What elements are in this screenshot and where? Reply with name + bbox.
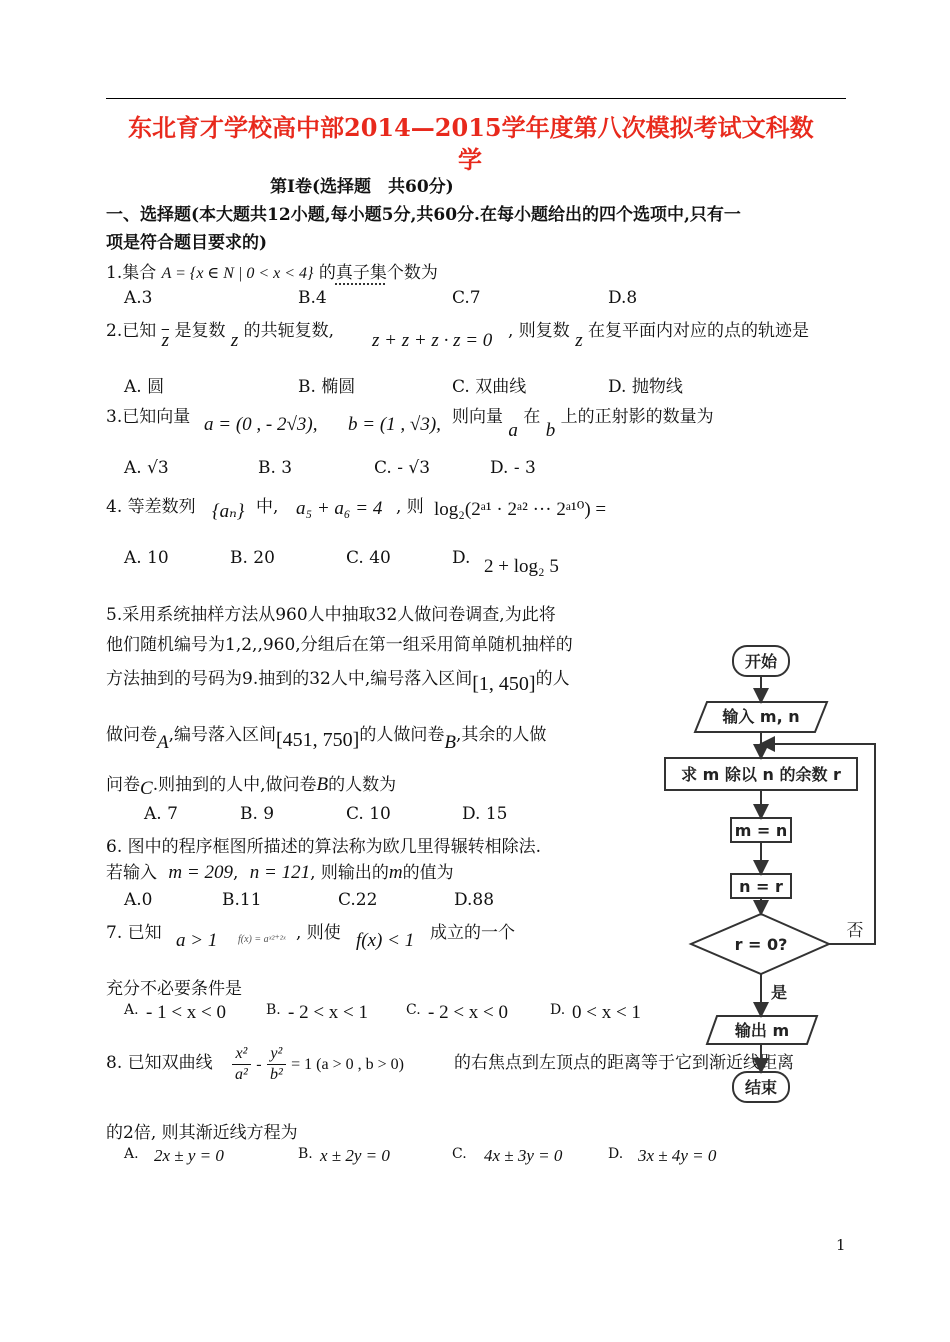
q6-option-b: B.11 (222, 890, 262, 910)
page-number: 1 (836, 1236, 846, 1254)
q2-text-b: 是复数 (174, 321, 226, 341)
q4-stem-a: 4. 等差数列 (106, 497, 196, 517)
q5-text-c: 做问卷 (106, 725, 157, 745)
q4-option-d-expr: 2 + log₂ 5 (484, 556, 559, 577)
q1-text: 1.集合 (106, 263, 157, 283)
exam-title-line2: 学 (458, 145, 482, 174)
q6-text-c: 的值为 (402, 863, 454, 883)
q3-stem-a: 3.已知向量 (106, 407, 191, 427)
q7-line2: 充分不必要条件是 (106, 979, 242, 999)
q2-equation: z + z + z · z = 0 (372, 330, 493, 351)
q7-option-a: A. (124, 1002, 139, 1018)
q4-stem-b: 中, (256, 497, 279, 517)
q2-text-c: 的共轭复数, (243, 321, 335, 341)
q7-option-d-expr: 0 < x < 1 (572, 1002, 641, 1023)
q1-option-b: B.4 (298, 288, 327, 308)
flowchart-input-label: 输入 m, n (722, 707, 800, 726)
q1-option-c: C.7 (452, 288, 481, 308)
q8-option-a: A. (124, 1146, 139, 1162)
q8-denominator-b: b² (269, 1066, 283, 1083)
q6-text-b: , 则输出的 (310, 863, 389, 883)
q2-option-a: A. 圆 (124, 377, 165, 397)
q8-fraction-x (232, 1044, 251, 1085)
flowchart-process-label: 求 m 除以 n 的余数 r (681, 765, 841, 784)
q4-option-c: C. 40 (346, 548, 391, 568)
section-heading-line2: 项是符合题目要求的) (106, 233, 268, 253)
q1-option-a: A.3 (124, 288, 153, 308)
q5-A: A (157, 732, 169, 753)
q3-option-d: D. - 3 (490, 458, 536, 478)
flowchart-end-label: 结束 (744, 1078, 778, 1097)
q1-text-b: 的 (318, 263, 336, 283)
part-heading: 第Ⅰ卷(选择题 共60分) (270, 177, 454, 197)
q5-line4 (106, 720, 547, 753)
q8-stem-a: 8. 已知双曲线 (106, 1053, 213, 1073)
question-1-stem (106, 258, 438, 283)
q8-option-c: C. (452, 1146, 467, 1162)
q7-condition: a > 1 (176, 930, 218, 951)
q2-text-e: 在复平面内对应的点的轨迹是 (588, 321, 810, 341)
q3-b: b (545, 420, 556, 441)
q5-text-b: 的人 (535, 669, 570, 689)
q4-option-b: B. 20 (230, 548, 275, 568)
q8-line2: 的2倍, 则其渐近线方程为 (106, 1123, 298, 1143)
q5-text-d: ,编号落入区间 (168, 725, 277, 745)
flowchart-no-label: 否 (846, 921, 864, 941)
q3-text-b: 则向量 (452, 407, 503, 427)
q3-a: a (508, 420, 518, 441)
q7-stem-a: 7. 已知 (106, 923, 162, 943)
q8-fraction-y (267, 1044, 286, 1085)
q2-text-d: , 则复数 (508, 321, 570, 341)
q5-line5 (106, 770, 397, 799)
q8-numerator-y: y² (267, 1044, 286, 1065)
q7-option-b-expr: - 2 < x < 1 (288, 1002, 369, 1023)
flowchart-assign-n-label: n = r (739, 877, 783, 896)
q6-option-d: D.88 (454, 890, 495, 910)
top-rule (106, 98, 846, 99)
q3-option-b: B. 3 (258, 458, 293, 478)
q6-option-c: C.22 (338, 890, 378, 910)
q8-option-b-expr: x ± 2y = 0 (320, 1146, 390, 1165)
flowchart-decision-label: r = 0? (734, 935, 788, 954)
q8-option-a-expr: 2x ± y = 0 (154, 1146, 224, 1165)
flowchart-output-label: 输出 m (734, 1021, 790, 1040)
q8-numerator-x: x² (232, 1044, 251, 1065)
q2-z-2: z (575, 330, 583, 351)
q6-n-value: n = 121 (249, 862, 311, 883)
q6-line1: 6. 图中的程序框图所描述的算法称为欧几里得辗转相除法. (106, 837, 542, 857)
q8-minus: - (256, 1056, 262, 1073)
question-3-stem (452, 402, 714, 441)
q5-line2: 他们随机编号为1,2,,960,分组后在第一组采用简单随机抽样的 (106, 635, 573, 655)
q5-interval-2: [451, 750] (276, 729, 360, 751)
q7-inequality: f(x) < 1 (356, 930, 415, 951)
q7-option-a-expr: - 1 < x < 0 (146, 1002, 227, 1023)
q1-option-d: D.8 (608, 288, 638, 308)
q3-vector-b: b = (1 , √3), (348, 414, 441, 435)
q2-option-b: B. 椭圆 (298, 377, 356, 397)
q3-option-a: A. √3 (124, 458, 169, 478)
q8-hyperbola-equation (232, 1044, 404, 1085)
q8-option-d-expr: 3x ± 4y = 0 (638, 1146, 717, 1165)
q4-condition: a₅ + a₆ = 4 (296, 498, 383, 519)
q2-z-conjugate: $\overline{z}$ (161, 330, 170, 351)
q1-text-c: 个数为 (386, 263, 438, 283)
section-heading-line1: 一、选择题(本大题共12小题,每小题5分,共60分.在每小题给出的四个选项中,只有一 (106, 205, 741, 225)
q5-text-h: .则抽到的人中,做问卷 (152, 775, 317, 795)
q7-function: f(x) = aˣ²⁺²ˣ (238, 934, 286, 945)
q5-text: 方法抽到的号码为9.抽到的32人中,编号落入区间 (106, 669, 473, 689)
q7-option-d: D. (550, 1002, 566, 1018)
q8-equation-rest: = 1 (a > 0 , b > 0) (291, 1056, 404, 1073)
q4-option-a: A. 10 (124, 548, 169, 568)
q8-option-c-expr: 4x ± 3y = 0 (484, 1146, 563, 1165)
flowchart-assign-m-label: m = n (734, 821, 788, 840)
q4-option-d: D. (452, 548, 471, 568)
q8-denominator-a: a² (235, 1066, 248, 1083)
q5-text-e: 的人做问卷 (359, 725, 445, 745)
q8-stem-b: 的右焦点到左顶点的距离等于它到渐近线距离 (454, 1053, 794, 1073)
question-2-stem (106, 316, 335, 351)
q2-option-d: D. 抛物线 (608, 377, 683, 397)
exam-title-line1: 东北育才学校高中部2014—2015学年度第八次模拟考试文科数 (128, 113, 814, 142)
q2-z: z (230, 330, 239, 351)
q5-option-a: A. 7 (144, 804, 178, 824)
q5-option-c: C. 10 (346, 804, 391, 824)
q4-stem-c: , 则 (396, 497, 424, 517)
q8-option-b: B. (298, 1146, 313, 1162)
q5-line1: 5.采用系统抽样方法从960人中抽取32人做问卷调查,为此将 (106, 605, 556, 625)
flowchart-start-label: 开始 (744, 652, 778, 671)
q6-m: m (388, 862, 403, 883)
q8-option-d: D. (608, 1146, 624, 1162)
q6-option-a: A.0 (124, 890, 153, 910)
q7-option-b: B. (266, 1002, 281, 1018)
q4-expression: log₂(2ᵃ¹ · 2ᵃ² ··· 2ᵃ¹⁰) = (434, 499, 607, 520)
q5-B: B (444, 732, 456, 753)
q3-option-c: C. - √3 (374, 458, 431, 478)
q1-set-expr: A = {x ∈ N | 0 < x < 4} (161, 265, 314, 282)
flowchart (655, 640, 885, 1110)
q6-line2 (106, 858, 454, 884)
q5-text-i: 的人数为 (328, 775, 397, 795)
q7-stem-c: 成立的一个 (430, 923, 515, 943)
q4-sequence: {aₙ} (212, 501, 245, 522)
q5-option-d: D. 15 (462, 804, 508, 824)
q5-interval-1: [1, 450] (472, 673, 536, 695)
q5-text-g: 问卷 (106, 775, 140, 795)
q7-stem-b: , 则使 (296, 923, 341, 943)
flowchart-yes-label: 是 (770, 983, 788, 1002)
q6-comma: , (232, 863, 239, 883)
q7-option-c-expr: - 2 < x < 0 (428, 1002, 509, 1023)
q6-text: 若输入 (106, 863, 157, 883)
q5-text-f: ,其余的人做 (455, 725, 547, 745)
q7-option-c: C. (406, 1002, 421, 1018)
q5-line3 (106, 664, 570, 695)
q2-stem-tail (508, 316, 810, 351)
q3-text-c: 在 (523, 407, 541, 427)
q2-option-c: C. 双曲线 (452, 377, 527, 397)
q3-vector-a: a = (0 , - 2√3), (204, 414, 318, 435)
q5-C: C (140, 778, 153, 799)
q5-option-b: B. 9 (240, 804, 275, 824)
q5-B-2: B (316, 774, 329, 795)
q2-text: 2.已知 (106, 321, 157, 341)
q3-text-d: 上的正射影的数量为 (560, 407, 714, 427)
q6-m-value: m = 209 (168, 862, 233, 883)
q1-emphasis: 真子集 (335, 263, 387, 283)
